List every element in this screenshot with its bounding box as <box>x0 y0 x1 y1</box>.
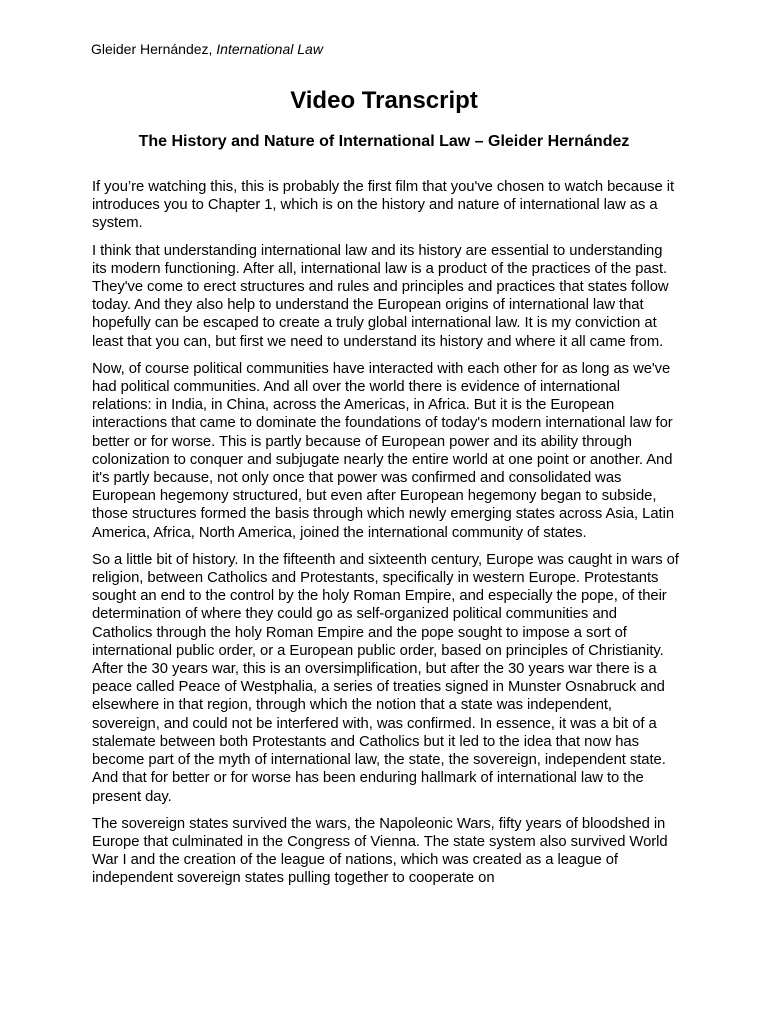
paragraph-1: If you’re watching this, this is probably the first film that you've chosen to watch because it introduces you to Chapter 1, which is on the history and nature of international law as a system. <box>92 179 675 232</box>
paragraph-2: I think that understanding international law and its history are essential to understanding its modern functioning. After all, international law is a product of the practices of the past. They've come to erect structures and rules and principles and practices that states follow today. And they also help to understand the European origins of international law that hopefully can be escaped to create a truly global international law. It is my conviction at least that you can, but first we need to understand its history and where it all came from. <box>92 242 669 350</box>
running-header <box>91 40 323 58</box>
transcript-body <box>92 178 679 897</box>
paragraph-5: The sovereign states survived the wars, the Napoleonic Wars, fifty years of bloodshed in Europe that culminated in the Congress of Vienna. The state system also survived World War I and the creation of the league of nations, which was created as a league of independent sovereign states pulling together to cooperate on <box>92 815 668 887</box>
document-subtitle: The History and Nature of International Law – Gleider Hernández <box>138 133 630 150</box>
header-author: Gleider Hernández, <box>91 41 217 57</box>
document-title: Video Transcript <box>290 87 478 114</box>
paragraph-3: Now, of course political communities have interacted with each other for as long as we've had political communities. And all over the world there is evidence of international relations: in India, in China, across the Americas, in Africa. But it is the European interactions that came to dominate the foundations of today's modern international law for better or for worse. This is partly because of European power and its ability through colonization to conquer and subjugate nearly the entire world at one point or another. And it's partly because, not only once that power was confirmed and consolidated was European hegemony structured, but even after European hegemony began to subside, those structures formed the basis through which newly emerging states across Asia, Latin America, Africa, North America, joined the international community of states. <box>92 360 675 541</box>
paragraph-4: So a little bit of history. In the fifteenth and sixteenth century, Europe was caught in wars of religion, between Catholics and Protestants, specifically in western Europe. Protestants sought an end to the control by the holy Roman Empire, and especially the pope, of their determination of where they could go as self-organized political communities and Catholics through the holy Roman Empire and the pope sought to impose a sort of international public order, or a European public order, based on principles of Christianity. After the 30 years war, this is an oversimplification, but after the 30 years war there is a peace called Peace of Westphalia, a series of treaties signed in Munster Osnabruck and elsewhere in that region, through which the notion that a state was independent, sovereign, and could not be interfered with, was confirmed. In essence, it was a bit of a stalemate between both Protestants and Catholics but it led to the idea that now has become part of the myth of international law, the state, the sovereign, independent state. And that for better or for worse has been enduring hallmark of international law to the present day. <box>92 551 679 805</box>
header-book-title: International Law <box>216 41 323 57</box>
